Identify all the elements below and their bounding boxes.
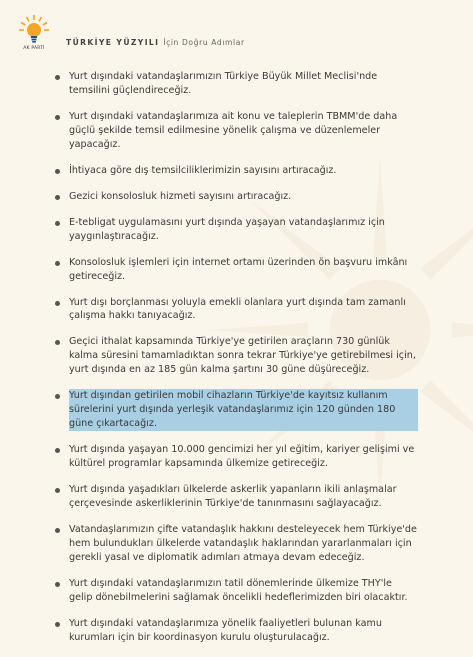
list-item (48, 296, 418, 324)
series-title (66, 38, 245, 47)
list-item-text: Yurt dışındaki vatandaşlarımızın tatil dönemlerinde ülkemize THY'le gelip dönebilmelerini sağlamak öncelikli hedeflerimizden biri olacaktır. (69, 577, 408, 603)
list-item (48, 483, 418, 511)
bullet-icon (55, 221, 60, 226)
bullet-icon (55, 169, 60, 174)
bullet-icon (55, 528, 60, 533)
bullet-icon (55, 261, 60, 266)
series-title-bold: TÜRKİYE YÜZYILI (66, 38, 160, 47)
lightbulb-logo-icon (18, 14, 50, 46)
list-item-text: Yurt dışındaki vatandaşlarımızın Türkiye Büyük Millet Meclisi'nde temsilini güçlendireceğiz. (69, 71, 378, 96)
list-item-text: Yurt dışındaki vatandaşlarımıza ait konu ve taleplerin TBMM'de daha güçlü şekilde temsil edilmesine yönelik çalışma ve düzenlemeler yapacağız. (69, 110, 398, 150)
list-item (48, 523, 418, 565)
bullet-icon (55, 622, 60, 627)
list-item (48, 577, 418, 605)
page-header (18, 14, 458, 54)
highlighted-list-item[interactable] (48, 389, 418, 431)
list-item-text: Gezici konsolosluk hizmeti sayısını artıracağız. (69, 190, 292, 202)
list-item-text: Konsolosluk işlemleri için internet ortamı üzerinden ön başvuru imkânı getireceğiz. (69, 256, 408, 282)
selected-text[interactable]: Yurt dışından getirilen mobil cihazların Türkiye'de kayıtsız kullanım sürelerini yurt dışında yerleşik vatandaşlarımız için 120 günden 180 güne çıkartacağız. (69, 389, 418, 431)
list-item-text: İhtiyaca göre dış temsilciliklerimizin sayısını artıracağız. (69, 164, 337, 176)
list-item (48, 70, 418, 98)
bullet-icon (55, 301, 60, 306)
list-item (48, 190, 418, 204)
bullet-icon (55, 75, 60, 80)
party-logo (18, 14, 50, 54)
pledge-list (48, 70, 418, 657)
list-item (48, 110, 418, 152)
bullet-icon (55, 582, 60, 587)
bullet-icon (55, 448, 60, 453)
bullet-icon (55, 340, 60, 345)
list-item (48, 335, 418, 377)
list-item-text: Yurt dışı borçlanması yoluyla emekli olanlara yurt dışında tam zamanlı çalışma hakkı tanıyacağız. (69, 296, 406, 322)
list-item-text: Yurt dışında yaşadıkları ülkelerde askerlik yapanların ikili anlaşmalar çerçevesinde askerliklerinin Türkiye'de tanınmasını sağlayacağız. (69, 483, 397, 509)
list-item (48, 256, 418, 284)
list-item (48, 216, 418, 244)
bullet-icon (55, 394, 60, 399)
list-item (48, 617, 418, 645)
bullet-icon (55, 115, 60, 120)
list-item-text: E-tebligat uygulamasını yurt dışında yaşayan vatandaşlarımız için yaygınlaştıracağız. (69, 216, 385, 242)
series-title-rest: İçin Doğru Adımlar (163, 38, 245, 47)
list-item-text: Vatandaşlarımızın çifte vatandaşlık hakkını desteleyecek hem Türkiye'de hem bulundukları ülkelerde vatandaşlık haklarından yararlanmaları için gerekli yasal ve diplomatik adımları atmaya devam edeceğiz. (69, 523, 417, 563)
list-item-text: Geçici ithalat kapsamında Türkiye'ye getirilen araçların 730 günlük kalma süresini tamamladıktan sonra tekrar Türkiye'ye getirebilmesi için, yurt dışında en az 185 gün kalma şartını 30 güne düşüreceğiz. (69, 336, 416, 376)
list-item (48, 443, 418, 471)
list-item-text: Yurt dışında yaşayan 10.000 gencimizi her yıl eğitim, kariyer gelişimi ve kültürel programlar kapsamında ülkemize getireceğiz. (69, 444, 415, 469)
logo-label: AK PARTİ (23, 46, 45, 51)
list-item (48, 164, 418, 178)
bullet-icon (55, 488, 60, 493)
list-item-text: Yurt dışındaki vatandaşlarımıza yönelik faaliyetleri bulunan kamu kurumları için bir koordinasyon kurulu oluşturulacağız. (69, 617, 382, 643)
bullet-icon (55, 195, 60, 200)
